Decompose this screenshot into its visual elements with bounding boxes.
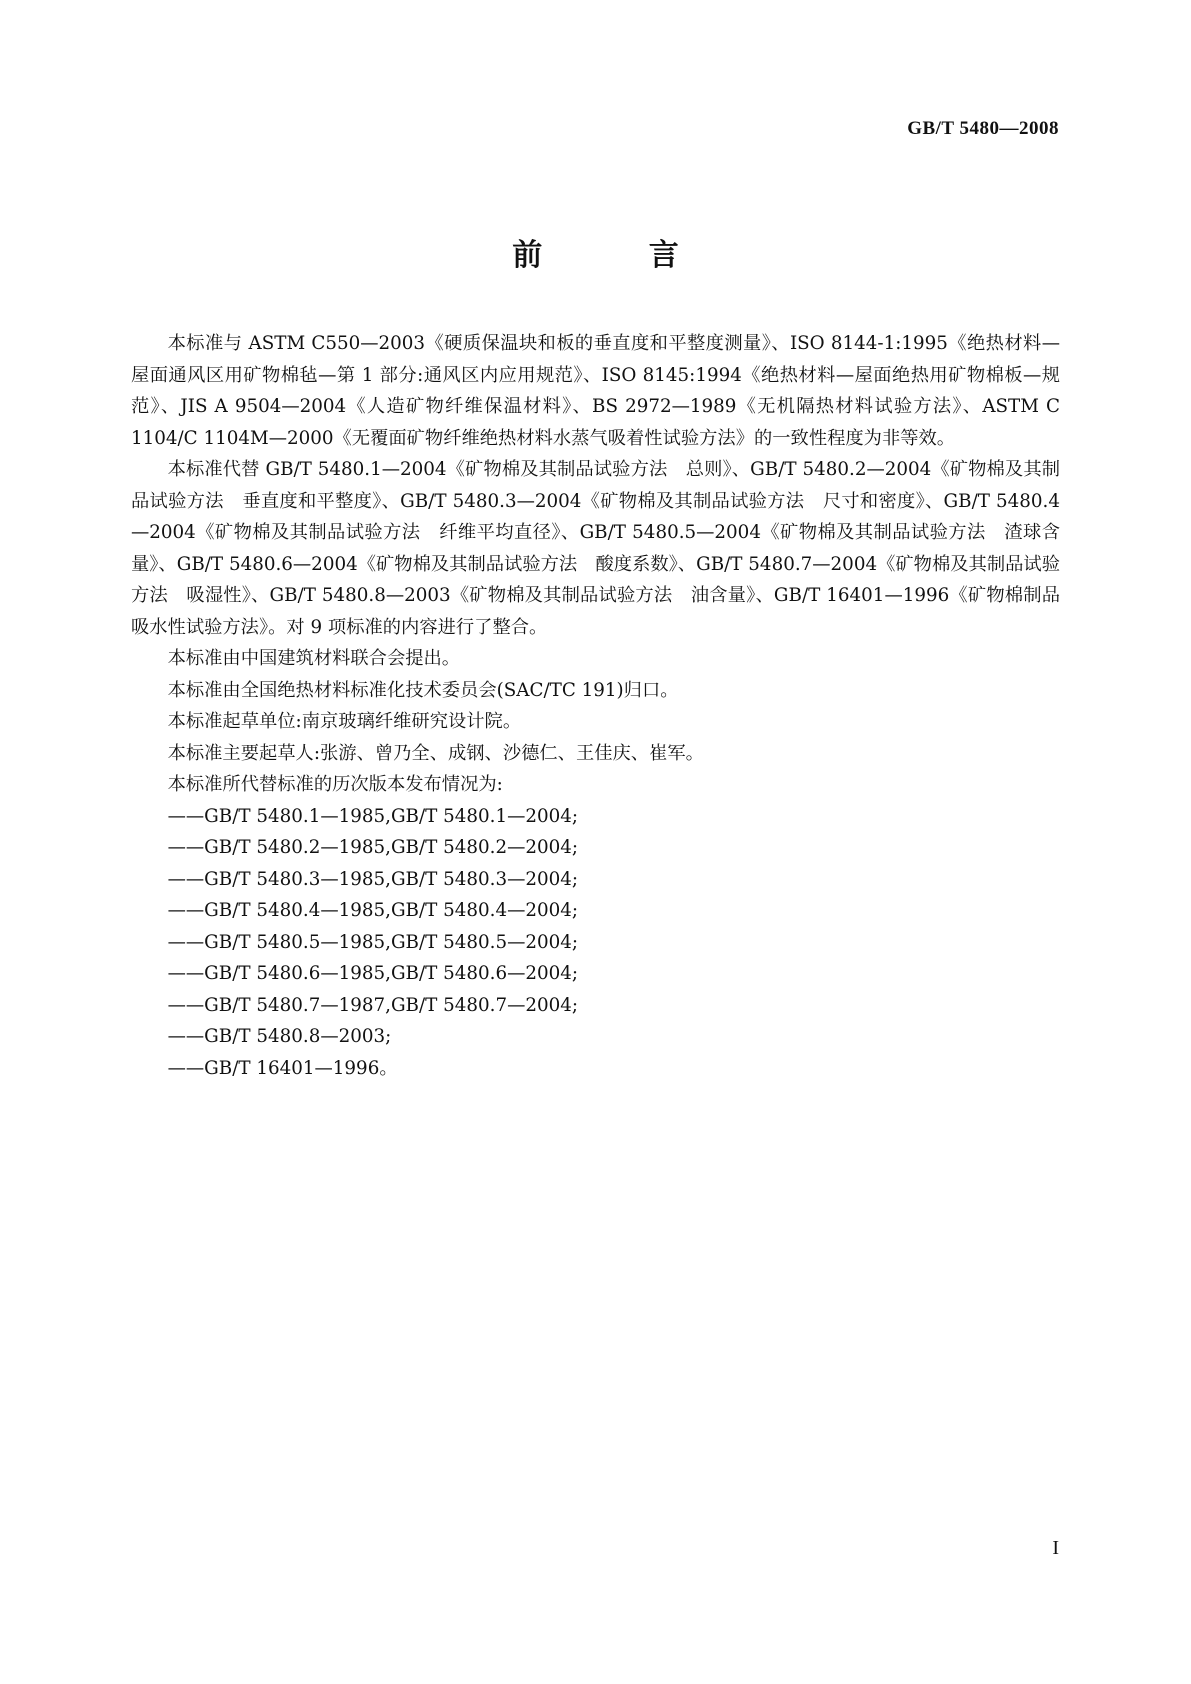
history-item: ——GB/T 5480.5—1985,GB/T 5480.5—2004;	[167, 931, 579, 953]
paragraph-replaces: 本标准代替 GB/T 5480.1—2004《矿物棉及其制品试验方法 总则》、GB/T 5480.2—2004《矿物棉及其制品试验方法 垂直度和平整度》、GB/T 5480.3—2004《矿物棉及其制品试验方法 尺寸和密度》、GB/T 5480.4—2004《矿物棉及其制品试验方法 纤维平均直径》、GB/T 5480.5—2004《矿物棉及其制品试验方法 渣球含量》、GB/T 5480.6—2004《矿物棉及其制品试验方法 酸度系数》、GB/T 5480.7—2004《矿物棉及其制品试验方法 吸湿性》、GB/T 5480.8—2003《矿物棉及其制品试验方法 油含量》、GB/T 16401—1996《矿物棉制品吸水性试验方法》。对 9 项标准的内容进行了整合。	[131, 459, 1060, 638]
paragraph-equivalence: 本标准与 ASTM C550—2003《硬质保温块和板的垂直度和平整度测量》、ISO 8144-1:1995《绝热材料—屋面通风区用矿物棉毡—第 1 部分:通风区内应用规范》、ISO 8145:1994《绝热材料—屋面绝热用矿物棉板—规范》、JIS A 9504—2004《人造矿物纤维保温材料》、BS 2972—1989《无机隔热材料试验方法》、ASTM C 1104/C 1104M—2000《无覆面矿物纤维绝热材料水蒸气吸着性试验方法》的一致性程度为非等效。	[131, 333, 1060, 449]
paragraph-drafters: 本标准主要起草人:张游、曾乃全、成钢、沙德仁、王佳庆、崔军。	[167, 742, 704, 764]
history-item: ——GB/T 5480.4—1985,GB/T 5480.4—2004;	[167, 900, 579, 921]
history-item: ——GB/T 5480.3—1985,GB/T 5480.3—2004;	[167, 868, 579, 890]
history-item: ——GB/T 5480.6—1985,GB/T 5480.6—2004;	[167, 963, 579, 984]
paragraph-proposed-by: 本标准由中国建筑材料联合会提出。	[167, 648, 461, 669]
history-item: ——GB/T 5480.8—2003;	[167, 1026, 392, 1047]
foreword-body	[131, 328, 1060, 1084]
standard-number: GB/T 5480—2008	[907, 118, 1059, 139]
history-item: ——GB/T 16401—1996。	[167, 1057, 398, 1079]
paragraph-history-intro: 本标准所代替标准的历次版本发布情况为:	[167, 774, 503, 795]
page-number: I	[1052, 1537, 1059, 1559]
history-item: ——GB/T 5480.1—1985,GB/T 5480.1—2004;	[167, 805, 579, 827]
history-list	[131, 801, 1060, 1085]
page-title: 前 言	[512, 238, 727, 273]
history-item: ——GB/T 5480.2—1985,GB/T 5480.2—2004;	[167, 837, 579, 858]
paragraph-drafting-unit: 本标准起草单位:南京玻璃纤维研究设计院。	[167, 711, 522, 732]
paragraph-managed-by: 本标准由全国绝热材料标准化技术委员会(SAC/TC 191)归口。	[167, 679, 679, 701]
history-item: ——GB/T 5480.7—1987,GB/T 5480.7—2004;	[167, 994, 579, 1016]
